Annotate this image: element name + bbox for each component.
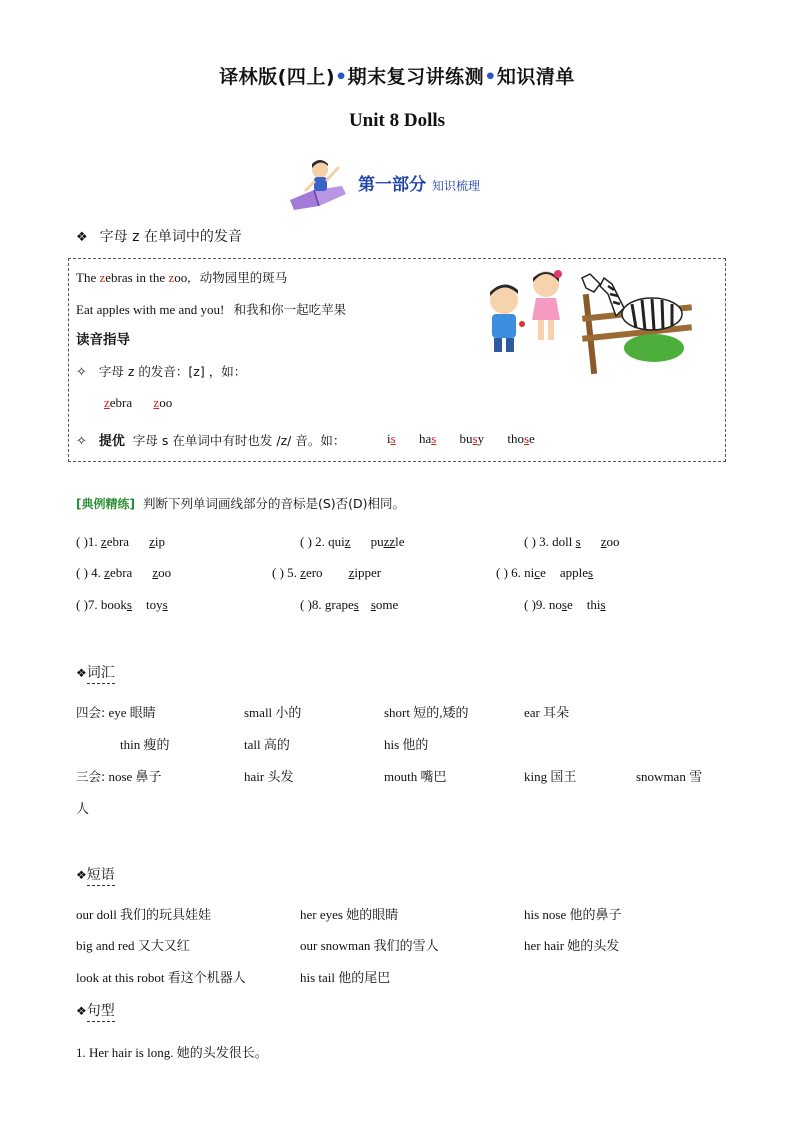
vocab-word: his 他的 <box>384 737 429 752</box>
vocab-three-label: 三会: nose 鼻子 <box>76 769 162 784</box>
vocab-word: snowman 雪 <box>636 769 703 784</box>
vocab-heading: ❖词汇 <box>76 662 115 684</box>
vocab-word: king 国王 <box>524 769 577 784</box>
exercise-item-1: ( )1. zebra zip <box>76 534 165 549</box>
exercise-item-5: ( ) 5. zero zipper <box>272 565 382 580</box>
exercise-item-2: ( ) 2. quiz puzzle <box>300 534 405 549</box>
unit-title: Unit 8 Dolls <box>348 110 446 131</box>
part-banner <box>358 170 480 195</box>
rule-2: ✧ 提优 字母 s 在单词中有时也发 /z/ 音。如： <box>76 433 346 449</box>
guide-title: 读音指导 <box>76 332 130 348</box>
rule-1: ✧ 字母 z 的发音：[z] ，如： <box>76 364 247 379</box>
part-title: 第一部分 <box>358 175 426 195</box>
phrase-item: her hair 她的头发 <box>524 938 620 953</box>
document-title: 译林版(四上)•期末复习讲练测•知识清单 <box>219 66 575 88</box>
sentence-item: 1. Her hair is long. 她的头发很长。 <box>76 1045 268 1060</box>
exercise-item-9: ( )9. nose this <box>524 597 606 612</box>
kids-and-zebras-illustration <box>482 264 702 380</box>
vocab-four-label: 四会: eye 眼睛 <box>76 705 156 720</box>
phrase-item: big and red 又大又红 <box>76 938 190 953</box>
exercise-item-3: ( ) 3. doll s zoo <box>524 534 620 549</box>
vocab-word: hair 头发 <box>244 769 294 784</box>
title-dot-1: • <box>335 66 348 88</box>
phrase-item: our doll 我们的玩具娃娃 <box>76 907 212 922</box>
example-sentence-2: Eat apples with me and you! 和我和你一起吃苹果 <box>76 302 347 317</box>
rule-2-words: is has busy those <box>387 431 535 446</box>
phrase-item: his nose 他的鼻子 <box>524 907 622 922</box>
exercise-item-6: ( ) 6. nice apples <box>496 565 594 580</box>
part-subtitle: 知识梳理 <box>432 179 481 193</box>
vocab-word: small 小的 <box>244 705 302 720</box>
exercise-item-7: ( )7. books toys <box>76 597 168 612</box>
phrase-item: his tail 他的尾巴 <box>300 970 391 985</box>
vocab-word-wrap: 人 <box>76 801 90 816</box>
phrases-heading: ❖短语 <box>76 864 115 886</box>
exercise-instruction: [典例精练] 判断下列单词画线部分的音标是(S)否(D)相同。 <box>76 496 406 511</box>
phrase-item: her eyes 她的眼睛 <box>300 907 399 922</box>
vocab-word: tall 高的 <box>244 737 290 752</box>
example-sentence-1: The zebras in the zoo, 动物园里的斑马 <box>76 270 288 285</box>
exercise-item-4: ( ) 4. zebra zoo <box>76 565 172 580</box>
section-z-heading: ❖ 字母 z 在单词中的发音 <box>76 229 242 245</box>
exercise-item-8: ( )8. grapes some <box>300 597 399 612</box>
vocab-word: mouth 嘴巴 <box>384 769 447 784</box>
sentences-heading: ❖句型 <box>76 1000 115 1022</box>
phrase-item: our snowman 我们的雪人 <box>300 938 439 953</box>
phrase-item: look at this robot 看这个机器人 <box>76 970 246 985</box>
vocab-word: ear 耳朵 <box>524 705 570 720</box>
rule-1-examples: zebra zoo <box>104 395 173 410</box>
title-dot-2: • <box>484 66 497 88</box>
vocab-word: thin 瘦的 <box>120 737 170 752</box>
vocab-word: short 短的,矮的 <box>384 705 469 720</box>
reading-boy-illustration <box>286 156 352 210</box>
